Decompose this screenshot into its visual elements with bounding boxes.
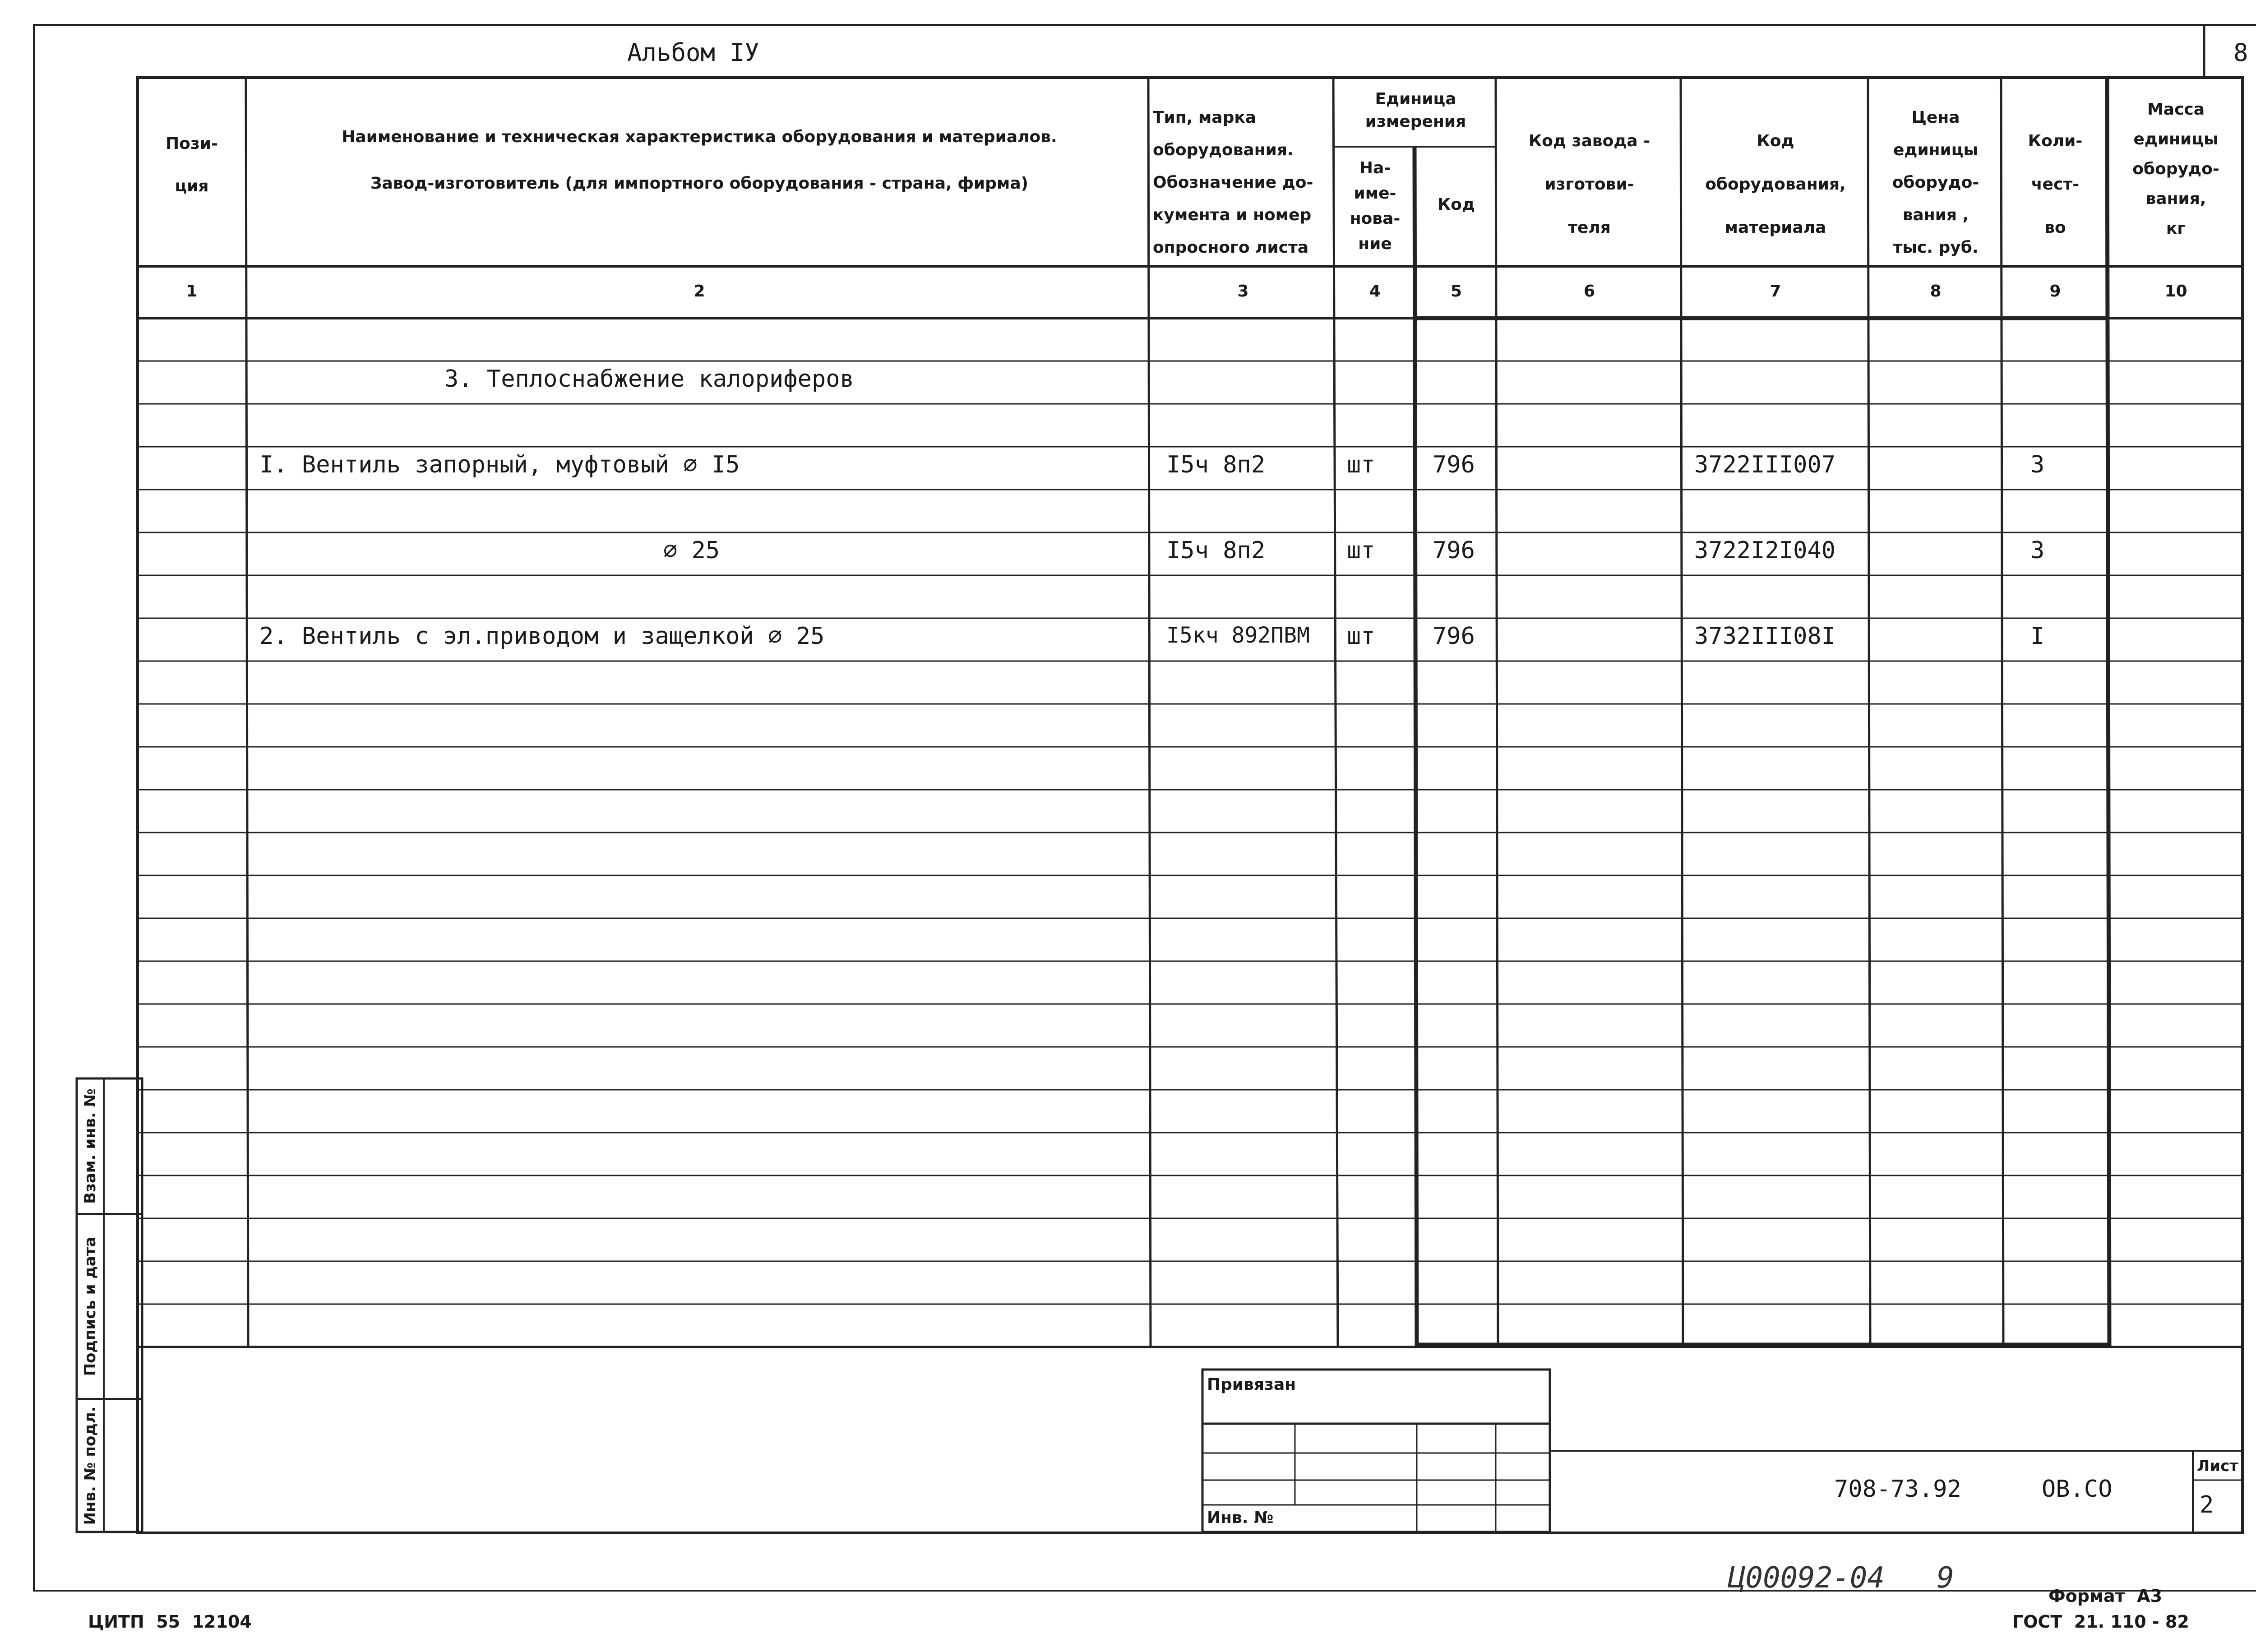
row-unit: шт (1347, 537, 1375, 564)
row-equipment-code: 3722III007 (1694, 451, 1836, 478)
row-name: I. Вентиль запорный, муфтовый ∅ I5 (259, 451, 740, 478)
row-equipment-code: 3732III08I (1694, 623, 1836, 650)
header-unit-code: Код (1437, 195, 1475, 214)
header-type: Тип, марка оборудования. Обозначение до- кумента и номер опросного листа (1153, 108, 1313, 257)
row-name: ∅ 25 (663, 537, 720, 564)
row-type: I5кч 892ПВМ (1166, 623, 1310, 648)
row-unit-code: 796 (1433, 623, 1475, 650)
page-number: 8 (2233, 38, 2248, 67)
document-mark: ОВ.СО (2042, 1476, 2113, 1503)
row-equipment-code: 3722I2I040 (1694, 537, 1836, 564)
header-name: Наименование и техническая характеристика оборудования и материалов. Завод-изготовитель (для импортного оборудования - страна, фирма) (342, 128, 1057, 193)
column-number: 1 (186, 282, 198, 301)
stamp-inv-podl: Инв. № подл. (81, 1406, 99, 1525)
header-unit-price: Цена единицы оборудо- вания , тыс. руб. (1892, 108, 1979, 257)
citp-code: ЦИТП 55 12104 (88, 1612, 252, 1632)
column-number: 9 (2049, 282, 2061, 301)
header-unit-group: Единица измерения (1365, 90, 1466, 131)
header-quantity: Коли- чест- во (2028, 132, 2083, 237)
document-code: 708-73.92 (1834, 1476, 1961, 1503)
header-mass: Масса единицы оборудо- вания, кг (2132, 100, 2219, 238)
stamp-vzam-inv: Взам. инв. № (81, 1088, 99, 1204)
row-name: 2. Вентиль с эл.приводом и защелкой ∅ 25 (259, 623, 825, 650)
column-number: 6 (1583, 282, 1595, 301)
row-unit: шт (1347, 623, 1375, 650)
album-title: Альбом IУ (627, 38, 759, 67)
header-equipment-code: Код оборудования, материала (1705, 132, 1846, 237)
header-position: Пози- ция (166, 134, 218, 195)
row-type: I5ч 8п2 (1166, 537, 1266, 564)
column-number: 2 (693, 282, 705, 301)
privyazan-label: Привязан (1207, 1375, 1296, 1394)
column-number: 5 (1450, 282, 1462, 301)
row-unit-code: 796 (1433, 537, 1475, 564)
row-quantity: 3 (2030, 451, 2045, 478)
column-number: 3 (1237, 282, 1249, 301)
stamp-podpis-data: Подпись и дата (81, 1236, 99, 1376)
handwritten-code: Ц00092-04 9 (1728, 1561, 1954, 1595)
column-number: 7 (1770, 282, 1781, 301)
row-quantity: 3 (2030, 537, 2045, 564)
sheet-label: Лист (2197, 1457, 2238, 1475)
column-number: 8 (1930, 282, 1942, 301)
sheet-number: 2 (2200, 1491, 2214, 1518)
gost-label: ГОСТ 21. 110 - 82 (2012, 1612, 2189, 1632)
row-unit-code: 796 (1433, 451, 1475, 478)
header-factory-code: Код завода - изготови- теля (1528, 132, 1650, 237)
row-type: I5ч 8п2 (1166, 451, 1266, 478)
format-label: Формат А3 (2048, 1586, 2163, 1606)
header-unit-name: На- име- нова- ние (1350, 159, 1401, 253)
column-number: 4 (1369, 282, 1381, 301)
row-quantity: I (2030, 623, 2045, 650)
section-title: 3. Теплоснабжение калориферов (444, 366, 854, 393)
inv-no-label: Инв. № (1207, 1509, 1274, 1527)
row-unit: шт (1347, 451, 1375, 478)
column-number: 10 (2164, 282, 2187, 301)
